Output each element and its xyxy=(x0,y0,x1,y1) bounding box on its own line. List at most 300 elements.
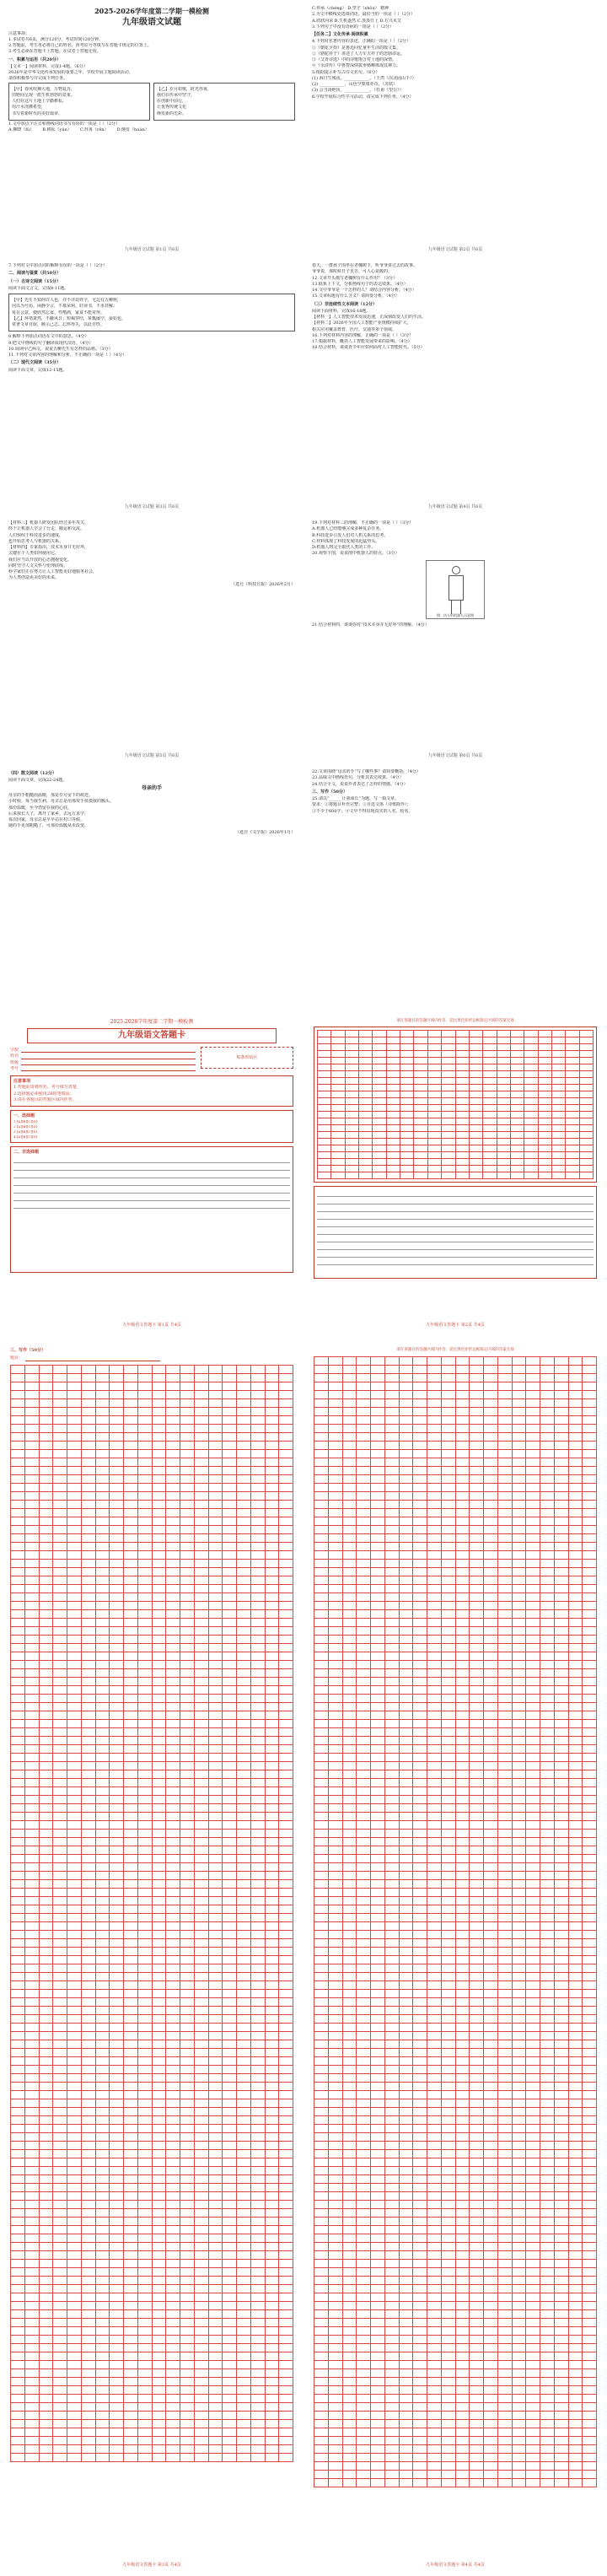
grid-cell[interactable] xyxy=(237,1754,251,1762)
grid-cell[interactable] xyxy=(428,1037,442,1044)
grid-cell[interactable] xyxy=(470,1661,484,1669)
grid-cell[interactable] xyxy=(526,1787,540,1796)
grid-cell[interactable] xyxy=(470,1652,484,1661)
grid-cell[interactable] xyxy=(456,1678,470,1686)
grid-cell[interactable] xyxy=(153,2218,167,2226)
grid-cell[interactable] xyxy=(195,2251,209,2260)
grid-cell[interactable] xyxy=(343,1737,357,1745)
grid-cell[interactable] xyxy=(343,1416,357,1425)
grid-cell[interactable] xyxy=(67,1636,82,1644)
grid-cell[interactable] xyxy=(40,1484,54,1492)
grid-cell[interactable] xyxy=(25,1830,40,1838)
grid-cell[interactable] xyxy=(400,1125,414,1132)
grid-cell[interactable] xyxy=(385,1416,400,1425)
grid-cell[interactable] xyxy=(138,1450,153,1458)
grid-cell[interactable] xyxy=(110,1442,124,1450)
grid-cell[interactable] xyxy=(266,1813,280,1821)
grid-cell[interactable] xyxy=(110,2209,124,2218)
grid-cell[interactable] xyxy=(357,1737,371,1745)
grid-cell[interactable] xyxy=(470,1602,484,1610)
grid-cell[interactable] xyxy=(180,1821,195,1830)
grid-cell[interactable] xyxy=(166,2175,180,2184)
grid-cell[interactable] xyxy=(11,2192,25,2201)
grid-cell[interactable] xyxy=(223,2319,237,2327)
grid-cell[interactable] xyxy=(124,1509,138,1517)
grid-cell[interactable] xyxy=(40,1973,54,1981)
grid-cell[interactable] xyxy=(413,1838,427,1846)
grid-cell[interactable] xyxy=(483,1125,497,1132)
grid-cell[interactable] xyxy=(552,1098,566,1105)
grid-cell[interactable] xyxy=(209,2327,223,2336)
grid-cell[interactable] xyxy=(371,1526,385,1534)
grid-cell[interactable] xyxy=(357,1973,371,1981)
grid-cell[interactable] xyxy=(524,1051,538,1058)
grid-cell[interactable] xyxy=(427,1399,442,1408)
grid-cell[interactable] xyxy=(343,1661,357,1669)
grid-cell[interactable] xyxy=(209,1610,223,1619)
answer-line[interactable] xyxy=(13,1163,290,1171)
grid-cell[interactable] xyxy=(251,1551,266,1560)
grid-cell[interactable] xyxy=(237,1652,251,1661)
grid-cell[interactable] xyxy=(153,1737,167,1745)
grid-cell[interactable] xyxy=(195,2125,209,2133)
grid-cell[interactable] xyxy=(484,1526,498,1534)
grid-cell[interactable] xyxy=(124,1475,138,1484)
grid-cell[interactable] xyxy=(513,1602,527,1610)
grid-cell[interactable] xyxy=(569,1914,583,1922)
grid-cell[interactable] xyxy=(237,2386,251,2395)
grid-cell[interactable] xyxy=(470,1492,484,1501)
grid-cell[interactable] xyxy=(195,2412,209,2420)
grid-cell[interactable] xyxy=(209,1619,223,1627)
grid-cell[interactable] xyxy=(526,1737,540,1745)
grid-cell[interactable] xyxy=(552,1044,566,1051)
grid-cell[interactable] xyxy=(40,2158,54,2167)
grid-cell[interactable] xyxy=(25,1922,40,1931)
grid-cell[interactable] xyxy=(138,1695,153,1703)
grid-cell[interactable] xyxy=(124,2209,138,2218)
grid-cell[interactable] xyxy=(25,2007,40,2015)
grid-cell[interactable] xyxy=(96,1467,110,1475)
grid-cell[interactable] xyxy=(251,1779,266,1787)
grid-cell[interactable] xyxy=(110,1374,124,1382)
grid-cell[interactable] xyxy=(524,1031,538,1037)
grid-cell[interactable] xyxy=(279,1619,293,1627)
grid-cell[interactable] xyxy=(470,1166,483,1172)
grid-cell[interactable] xyxy=(400,1576,414,1585)
grid-cell[interactable] xyxy=(124,2091,138,2099)
grid-cell[interactable] xyxy=(124,1990,138,1998)
grid-cell[interactable] xyxy=(67,1610,82,1619)
grid-cell[interactable] xyxy=(329,1830,343,1838)
grid-cell[interactable] xyxy=(385,1737,400,1745)
grid-cell[interactable] xyxy=(195,1905,209,1914)
grid-cell[interactable] xyxy=(470,2015,484,2024)
grid-cell[interactable] xyxy=(138,2302,153,2310)
grid-cell[interactable] xyxy=(427,1408,442,1416)
grid-cell[interactable] xyxy=(555,1382,569,1391)
grid-cell[interactable] xyxy=(25,1661,40,1669)
grid-cell[interactable] xyxy=(442,1905,456,1914)
grid-cell[interactable] xyxy=(318,1071,331,1078)
grid-cell[interactable] xyxy=(583,2091,597,2099)
grid-cell[interactable] xyxy=(470,1990,484,1998)
grid-cell[interactable] xyxy=(166,1796,180,1804)
grid-cell[interactable] xyxy=(195,2099,209,2108)
grid-cell[interactable] xyxy=(67,2293,82,2302)
grid-cell[interactable] xyxy=(484,1391,498,1399)
grid-cell[interactable] xyxy=(442,1152,455,1159)
grid-cell[interactable] xyxy=(40,2428,54,2437)
grid-cell[interactable] xyxy=(180,2336,195,2344)
grid-cell[interactable] xyxy=(53,2125,67,2133)
grid-cell[interactable] xyxy=(153,2277,167,2285)
grid-cell[interactable] xyxy=(428,1159,442,1166)
grid-cell[interactable] xyxy=(526,1745,540,1754)
grid-cell[interactable] xyxy=(583,1374,597,1382)
grid-cell[interactable] xyxy=(96,1399,110,1408)
grid-cell[interactable] xyxy=(526,1990,540,1998)
grid-cell[interactable] xyxy=(526,1399,540,1408)
grid-cell[interactable] xyxy=(497,1145,511,1152)
grid-cell[interactable] xyxy=(237,2209,251,2218)
grid-cell[interactable] xyxy=(166,2412,180,2420)
grid-cell[interactable] xyxy=(331,1152,345,1159)
grid-cell[interactable] xyxy=(314,1956,329,1964)
grid-cell[interactable] xyxy=(25,2293,40,2302)
grid-cell[interactable] xyxy=(223,1686,237,1695)
grid-cell[interactable] xyxy=(209,1526,223,1534)
answer-line[interactable] xyxy=(317,1258,594,1265)
grid-cell[interactable] xyxy=(484,1695,498,1703)
grid-cell[interactable] xyxy=(371,1678,385,1686)
grid-cell[interactable] xyxy=(82,1787,96,1796)
grid-cell[interactable] xyxy=(166,1619,180,1627)
grid-cell[interactable] xyxy=(25,1576,40,1585)
grid-cell[interactable] xyxy=(498,1695,513,1703)
grid-cell[interactable] xyxy=(223,2293,237,2302)
grid-cell[interactable] xyxy=(40,1644,54,1652)
grid-cell[interactable] xyxy=(53,1863,67,1872)
grid-cell[interactable] xyxy=(138,2167,153,2175)
grid-cell[interactable] xyxy=(414,1112,427,1118)
grid-cell[interactable] xyxy=(279,1492,293,1501)
grid-cell[interactable] xyxy=(318,1145,331,1152)
grid-cell[interactable] xyxy=(329,1931,343,1939)
grid-cell[interactable] xyxy=(400,1872,414,1880)
grid-cell[interactable] xyxy=(371,1779,385,1787)
grid-cell[interactable] xyxy=(53,2268,67,2277)
grid-cell[interactable] xyxy=(400,1139,414,1145)
grid-cell[interactable] xyxy=(456,1644,470,1652)
grid-cell[interactable] xyxy=(511,1085,524,1091)
grid-cell[interactable] xyxy=(40,2319,54,2327)
grid-cell[interactable] xyxy=(583,1492,597,1501)
grid-cell[interactable] xyxy=(180,1931,195,1939)
grid-cell[interactable] xyxy=(53,1728,67,1737)
grid-cell[interactable] xyxy=(497,1166,511,1172)
grid-cell[interactable] xyxy=(124,1593,138,1602)
grid-cell[interactable] xyxy=(166,1475,180,1484)
grid-cell[interactable] xyxy=(237,1931,251,1939)
grid-cell[interactable] xyxy=(526,1703,540,1711)
grid-cell[interactable] xyxy=(456,1145,470,1152)
grid-cell[interactable] xyxy=(279,1442,293,1450)
grid-cell[interactable] xyxy=(96,1551,110,1560)
grid-cell[interactable] xyxy=(124,1450,138,1458)
grid-cell[interactable] xyxy=(96,1442,110,1450)
grid-cell[interactable] xyxy=(498,1745,513,1754)
grid-cell[interactable] xyxy=(53,1813,67,1821)
grid-cell[interactable] xyxy=(555,1796,569,1804)
grid-cell[interactable] xyxy=(555,1669,569,1678)
grid-cell[interactable] xyxy=(67,2352,82,2361)
grid-cell[interactable] xyxy=(279,1931,293,1939)
grid-cell[interactable] xyxy=(511,1071,524,1078)
grid-cell[interactable] xyxy=(82,1517,96,1526)
grid-cell[interactable] xyxy=(166,1366,180,1374)
grid-cell[interactable] xyxy=(566,1037,579,1044)
grid-cell[interactable] xyxy=(251,2285,266,2293)
grid-cell[interactable] xyxy=(343,1585,357,1593)
grid-cell[interactable] xyxy=(357,1804,371,1813)
grid-cell[interactable] xyxy=(314,1619,329,1627)
grid-cell[interactable] xyxy=(251,2277,266,2285)
grid-cell[interactable] xyxy=(195,1366,209,1374)
grid-cell[interactable] xyxy=(331,1064,345,1071)
grid-cell[interactable] xyxy=(223,1914,237,1922)
grid-cell[interactable] xyxy=(314,2007,329,2015)
grid-cell[interactable] xyxy=(153,2445,167,2454)
grid-cell[interactable] xyxy=(329,1796,343,1804)
grid-cell[interactable] xyxy=(371,1787,385,1796)
grid-cell[interactable] xyxy=(497,1152,511,1159)
grid-cell[interactable] xyxy=(266,2336,280,2344)
grid-cell[interactable] xyxy=(40,2285,54,2293)
grid-cell[interactable] xyxy=(40,2209,54,2218)
grid-cell[interactable] xyxy=(371,1467,385,1475)
grid-cell[interactable] xyxy=(25,2133,40,2142)
grid-cell[interactable] xyxy=(498,1416,513,1425)
grid-cell[interactable] xyxy=(166,1416,180,1425)
grid-cell[interactable] xyxy=(456,1981,470,1990)
grid-cell[interactable] xyxy=(400,1145,414,1152)
grid-cell[interactable] xyxy=(385,2015,400,2024)
grid-cell[interactable] xyxy=(552,1037,566,1044)
grid-cell[interactable] xyxy=(583,1703,597,1711)
grid-cell[interactable] xyxy=(251,2133,266,2142)
grid-cell[interactable] xyxy=(583,1602,597,1610)
grid-cell[interactable] xyxy=(498,1964,513,1973)
grid-cell[interactable] xyxy=(237,2192,251,2201)
grid-cell[interactable] xyxy=(331,1112,345,1118)
grid-cell[interactable] xyxy=(209,2116,223,2125)
grid-cell[interactable] xyxy=(314,1728,329,1737)
grid-cell[interactable] xyxy=(484,1855,498,1863)
grid-cell[interactable] xyxy=(153,1602,167,1610)
grid-cell[interactable] xyxy=(484,1830,498,1838)
grid-cell[interactable] xyxy=(470,1855,484,1863)
grid-cell[interactable] xyxy=(498,2066,513,2074)
grid-cell[interactable] xyxy=(427,1737,442,1745)
grid-cell[interactable] xyxy=(314,1509,329,1517)
grid-cell[interactable] xyxy=(484,1897,498,1905)
grid-cell[interactable] xyxy=(483,1145,497,1152)
grid-cell[interactable] xyxy=(166,2066,180,2074)
grid-cell[interactable] xyxy=(209,2369,223,2378)
grid-cell[interactable] xyxy=(442,1703,456,1711)
grid-cell[interactable] xyxy=(442,1139,455,1145)
grid-cell[interactable] xyxy=(583,1678,597,1686)
grid-cell[interactable] xyxy=(266,2099,280,2108)
grid-cell[interactable] xyxy=(279,1602,293,1610)
grid-cell[interactable] xyxy=(11,1534,25,1543)
grid-cell[interactable] xyxy=(343,2049,357,2057)
grid-cell[interactable] xyxy=(343,1636,357,1644)
grid-cell[interactable] xyxy=(318,1098,331,1105)
grid-cell[interactable] xyxy=(456,1064,470,1071)
grid-cell[interactable] xyxy=(266,1931,280,1939)
grid-cell[interactable] xyxy=(387,1098,400,1105)
grid-cell[interactable] xyxy=(583,1787,597,1796)
grid-cell[interactable] xyxy=(209,1737,223,1745)
grid-cell[interactable] xyxy=(413,1517,427,1526)
grid-cell[interactable] xyxy=(209,1897,223,1905)
grid-cell[interactable] xyxy=(456,1703,470,1711)
grid-cell[interactable] xyxy=(497,1139,511,1145)
grid-cell[interactable] xyxy=(539,1044,552,1051)
grid-cell[interactable] xyxy=(400,1669,414,1678)
grid-cell[interactable] xyxy=(470,2074,484,2083)
grid-cell[interactable] xyxy=(237,1366,251,1374)
grid-cell[interactable] xyxy=(470,1551,484,1560)
grid-cell[interactable] xyxy=(110,2251,124,2260)
grid-cell[interactable] xyxy=(400,1172,414,1179)
grid-cell[interactable] xyxy=(540,1728,555,1737)
grid-cell[interactable] xyxy=(96,2378,110,2386)
grid-cell[interactable] xyxy=(11,2251,25,2260)
grid-cell[interactable] xyxy=(373,1044,386,1051)
grid-cell[interactable] xyxy=(11,2099,25,2108)
grid-cell[interactable] xyxy=(237,1484,251,1492)
grid-cell[interactable] xyxy=(153,2116,167,2125)
grid-cell[interactable] xyxy=(166,2234,180,2243)
grid-cell[interactable] xyxy=(555,1442,569,1450)
grid-cell[interactable] xyxy=(314,2040,329,2049)
grid-cell[interactable] xyxy=(484,1501,498,1509)
grid-cell[interactable] xyxy=(110,2066,124,2074)
grid-cell[interactable] xyxy=(209,2158,223,2167)
grid-cell[interactable] xyxy=(166,1399,180,1408)
grid-cell[interactable] xyxy=(400,1855,414,1863)
grid-cell[interactable] xyxy=(413,1560,427,1568)
grid-cell[interactable] xyxy=(209,1728,223,1737)
grid-cell[interactable] xyxy=(124,1560,138,1568)
grid-cell[interactable] xyxy=(427,1813,442,1821)
grid-cell[interactable] xyxy=(124,2057,138,2066)
grid-cell[interactable] xyxy=(40,1501,54,1509)
grid-cell[interactable] xyxy=(427,1484,442,1492)
grid-cell[interactable] xyxy=(180,1830,195,1838)
grid-cell[interactable] xyxy=(138,2125,153,2133)
grid-cell[interactable] xyxy=(266,1458,280,1467)
grid-cell[interactable] xyxy=(25,2083,40,2091)
grid-cell[interactable] xyxy=(442,1374,456,1382)
grid-cell[interactable] xyxy=(329,1745,343,1754)
grid-cell[interactable] xyxy=(195,1576,209,1585)
grid-cell[interactable] xyxy=(498,1813,513,1821)
grid-cell[interactable] xyxy=(413,1661,427,1669)
grid-cell[interactable] xyxy=(540,1863,555,1872)
grid-cell[interactable] xyxy=(251,2268,266,2277)
grid-cell[interactable] xyxy=(400,1416,414,1425)
grid-cell[interactable] xyxy=(110,2293,124,2302)
grid-cell[interactable] xyxy=(497,1091,511,1098)
grid-cell[interactable] xyxy=(497,1098,511,1105)
grid-cell[interactable] xyxy=(251,1720,266,1728)
grid-cell[interactable] xyxy=(180,1872,195,1880)
grid-cell[interactable] xyxy=(124,2285,138,2293)
grid-cell[interactable] xyxy=(237,1585,251,1593)
grid-cell[interactable] xyxy=(180,1939,195,1948)
grid-cell[interactable] xyxy=(124,2336,138,2344)
grid-cell[interactable] xyxy=(195,1585,209,1593)
grid-cell[interactable] xyxy=(11,2310,25,2319)
grid-cell[interactable] xyxy=(569,1711,583,1720)
grid-cell[interactable] xyxy=(555,2040,569,2049)
grid-cell[interactable] xyxy=(314,1374,329,1382)
grid-cell[interactable] xyxy=(153,1686,167,1695)
grid-cell[interactable] xyxy=(314,1602,329,1610)
grid-cell[interactable] xyxy=(583,2032,597,2040)
grid-cell[interactable] xyxy=(82,2057,96,2066)
grid-cell[interactable] xyxy=(385,1644,400,1652)
grid-cell[interactable] xyxy=(195,1543,209,1551)
grid-cell[interactable] xyxy=(580,1105,594,1112)
grid-cell[interactable] xyxy=(442,1357,456,1366)
grid-cell[interactable] xyxy=(25,2336,40,2344)
grid-cell[interactable] xyxy=(371,1492,385,1501)
grid-cell[interactable] xyxy=(53,1585,67,1593)
grid-cell[interactable] xyxy=(53,1779,67,1787)
grid-cell[interactable] xyxy=(314,1627,329,1636)
grid-cell[interactable] xyxy=(180,1838,195,1846)
grid-cell[interactable] xyxy=(138,1804,153,1813)
grid-cell[interactable] xyxy=(371,1889,385,1897)
grid-cell[interactable] xyxy=(566,1166,579,1172)
grid-cell[interactable] xyxy=(124,1442,138,1450)
grid-cell[interactable] xyxy=(25,1964,40,1973)
grid-cell[interactable] xyxy=(498,1652,513,1661)
grid-cell[interactable] xyxy=(82,1661,96,1669)
grid-cell[interactable] xyxy=(427,1526,442,1534)
grid-cell[interactable] xyxy=(138,2057,153,2066)
grid-cell[interactable] xyxy=(25,1492,40,1501)
grid-cell[interactable] xyxy=(166,2015,180,2024)
grid-cell[interactable] xyxy=(569,1526,583,1534)
grid-cell[interactable] xyxy=(513,1669,527,1678)
grid-cell[interactable] xyxy=(385,2049,400,2057)
grid-cell[interactable] xyxy=(427,2024,442,2032)
grid-cell[interactable] xyxy=(569,2066,583,2074)
grid-cell[interactable] xyxy=(279,1458,293,1467)
grid-cell[interactable] xyxy=(138,1796,153,1804)
grid-cell[interactable] xyxy=(385,1948,400,1956)
grid-cell[interactable] xyxy=(166,2445,180,2454)
grid-cell[interactable] xyxy=(138,1442,153,1450)
grid-cell[interactable] xyxy=(82,2133,96,2142)
grid-cell[interactable] xyxy=(357,1838,371,1846)
